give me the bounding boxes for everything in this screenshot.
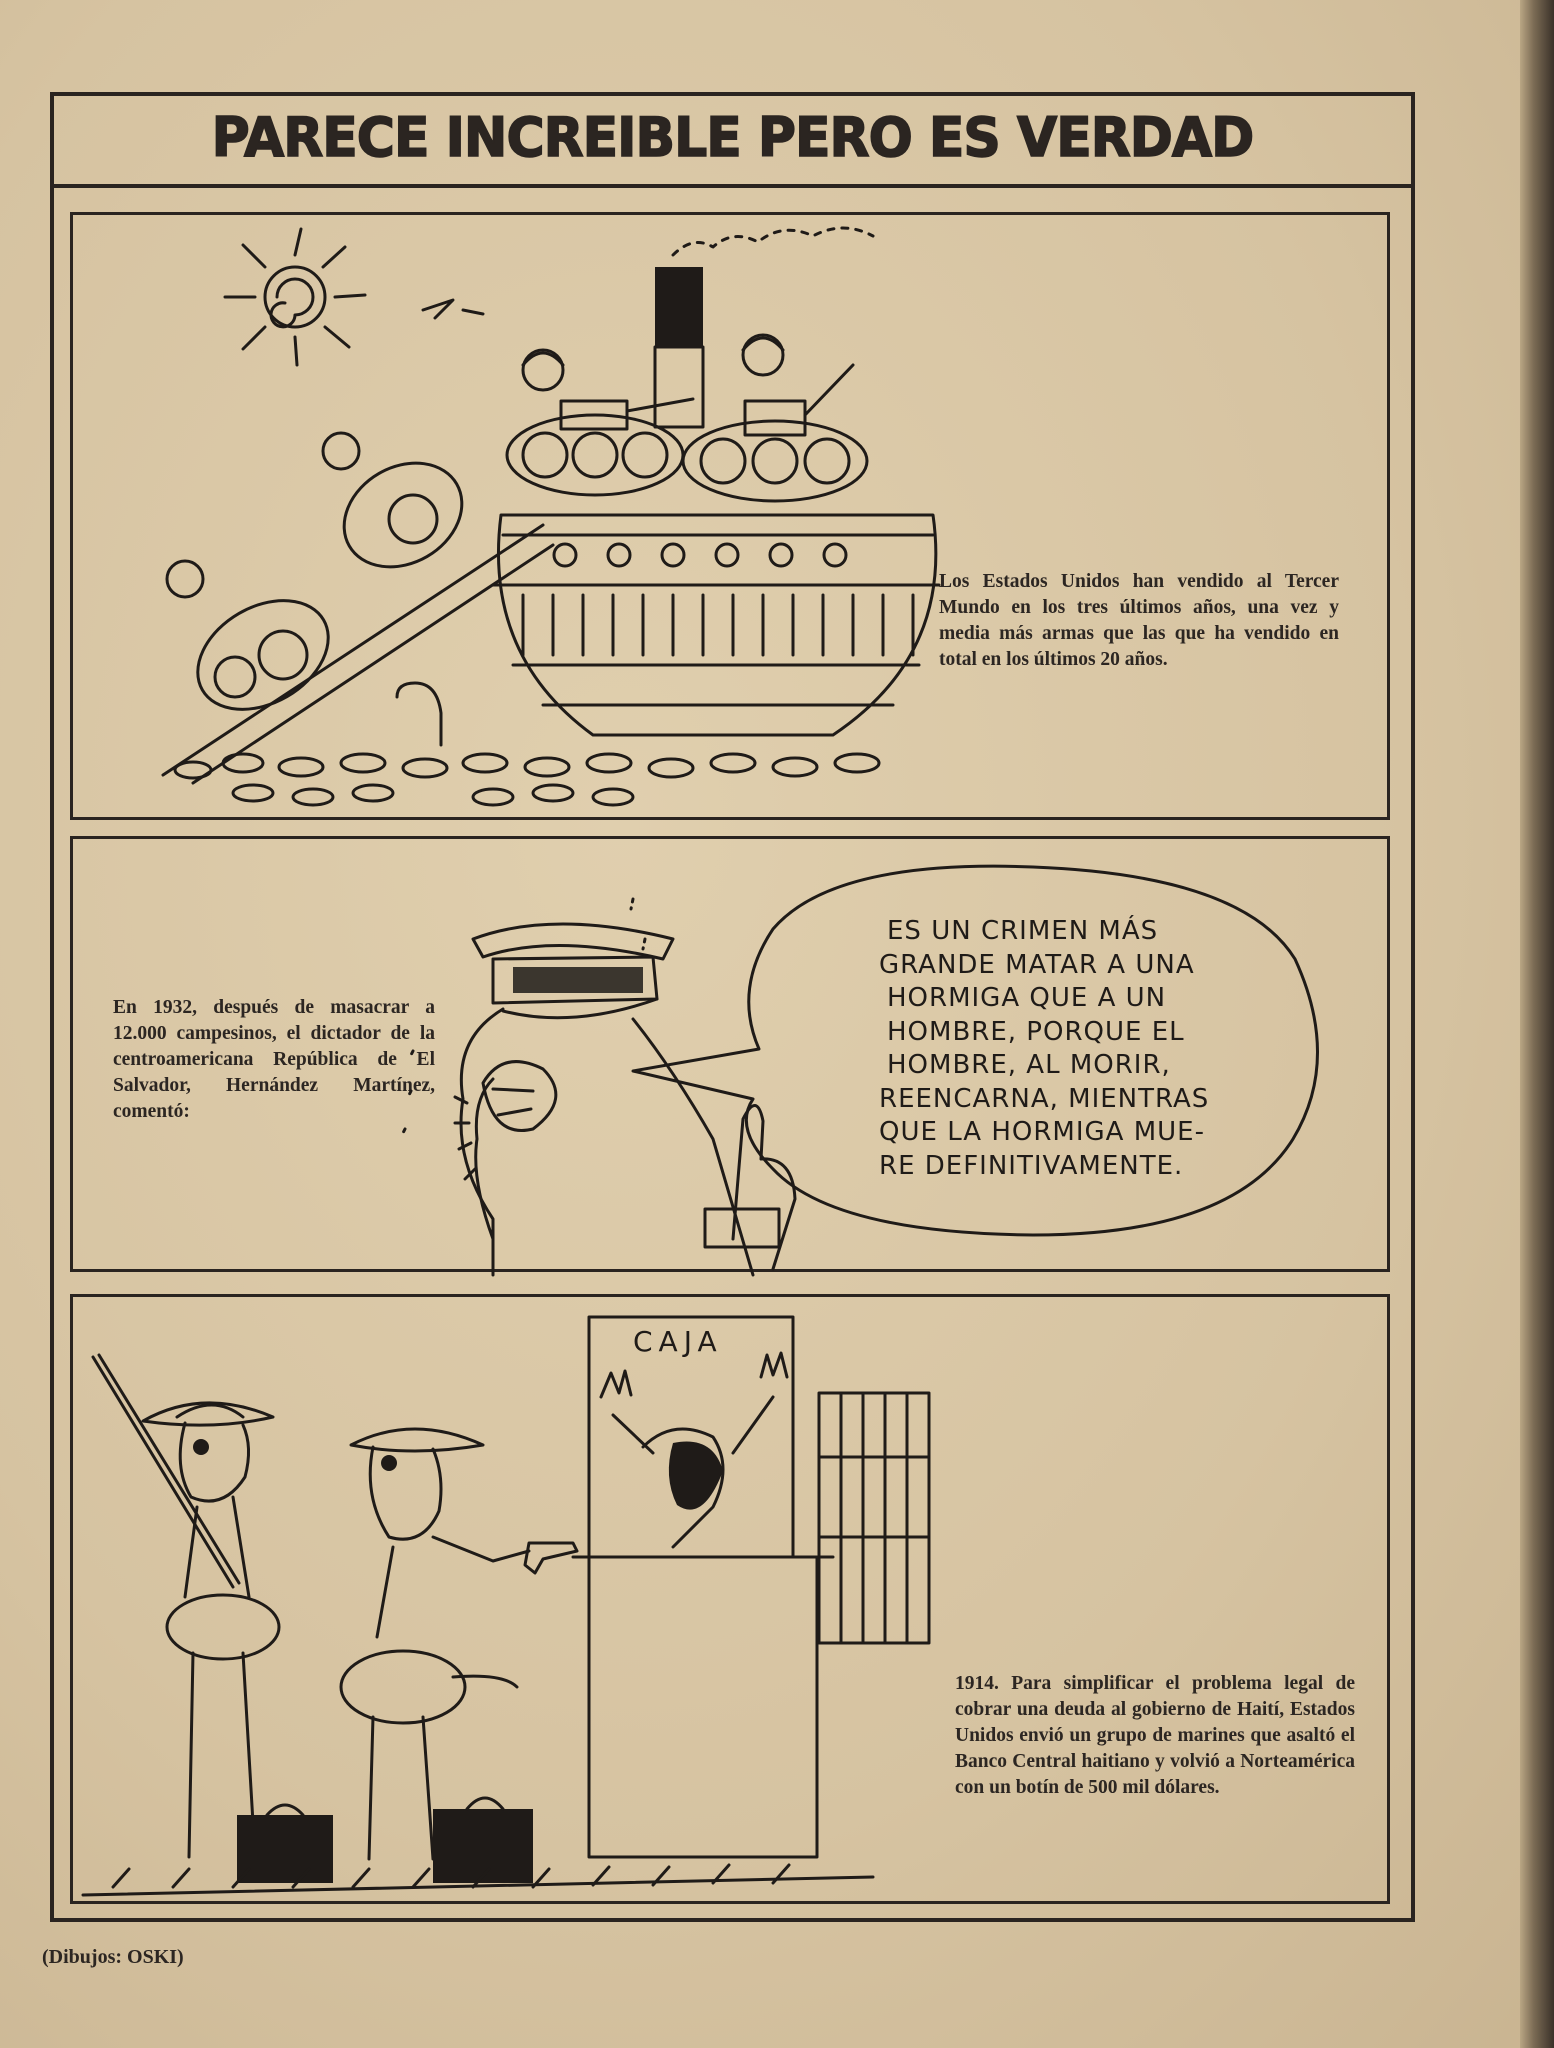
- caja-sign: CAJA: [633, 1325, 723, 1358]
- speech-line: HOMBRE, AL MORIR,: [887, 1050, 1171, 1080]
- panel-3: [70, 1294, 1390, 1904]
- speech-line: ES UN CRIMEN MÁS: [887, 916, 1159, 946]
- speech-line: QUE LA HORMIGA MUE-: [879, 1117, 1205, 1147]
- speech-line: HOMBRE, PORQUE EL: [887, 1016, 1185, 1047]
- panel-2-caption: En 1932, después de masacrar a 12.000 campesinos, el dictador de la centroamericana República de El Salvador, Hernández Martínez, comentó:: [113, 997, 435, 1122]
- tank-ship-illustration: [73, 215, 1393, 823]
- page-title: PARECE INCREIBLE PERO ES VERDAD: [211, 106, 1254, 170]
- panel-1: [70, 212, 1390, 820]
- panel-1-caption: Los Estados Unidos han vendido al Tercer Mundo en los tres últimos años, una vez y media más armas que las que ha vendido en total en los últimos 20 años.: [939, 571, 1339, 670]
- page-edge-shadow: [1520, 0, 1554, 2048]
- speech-line: REENCARNA, MIENTRAS: [879, 1083, 1210, 1114]
- speech-line: HORMIGA QUE A UN: [887, 983, 1167, 1013]
- sun-drawing: [225, 229, 365, 365]
- panel-2: [70, 836, 1390, 1272]
- panel-3-caption: 1914. Para simplificar el problema legal de cobrar una deuda al gobierno de Haití, Estados Unidos envió un grupo de marines que asaltó el Banco Central haitiano y volvió a Norteamérica con un botín de 500 mil dólares.: [955, 1673, 1355, 1798]
- bank-robbery-illustration: [73, 1297, 1393, 1907]
- cobblestones: [175, 754, 879, 805]
- speech-line: GRANDE MATAR A UNA: [879, 949, 1195, 980]
- title-box: [50, 92, 1415, 188]
- speech-line: RE DEFINITIVAMENTE.: [879, 1150, 1184, 1181]
- illustration-credit: (Dibujos: OSKI): [42, 1946, 184, 1968]
- portholes: [554, 544, 846, 566]
- speech-balloon-text: [879, 915, 1299, 1183]
